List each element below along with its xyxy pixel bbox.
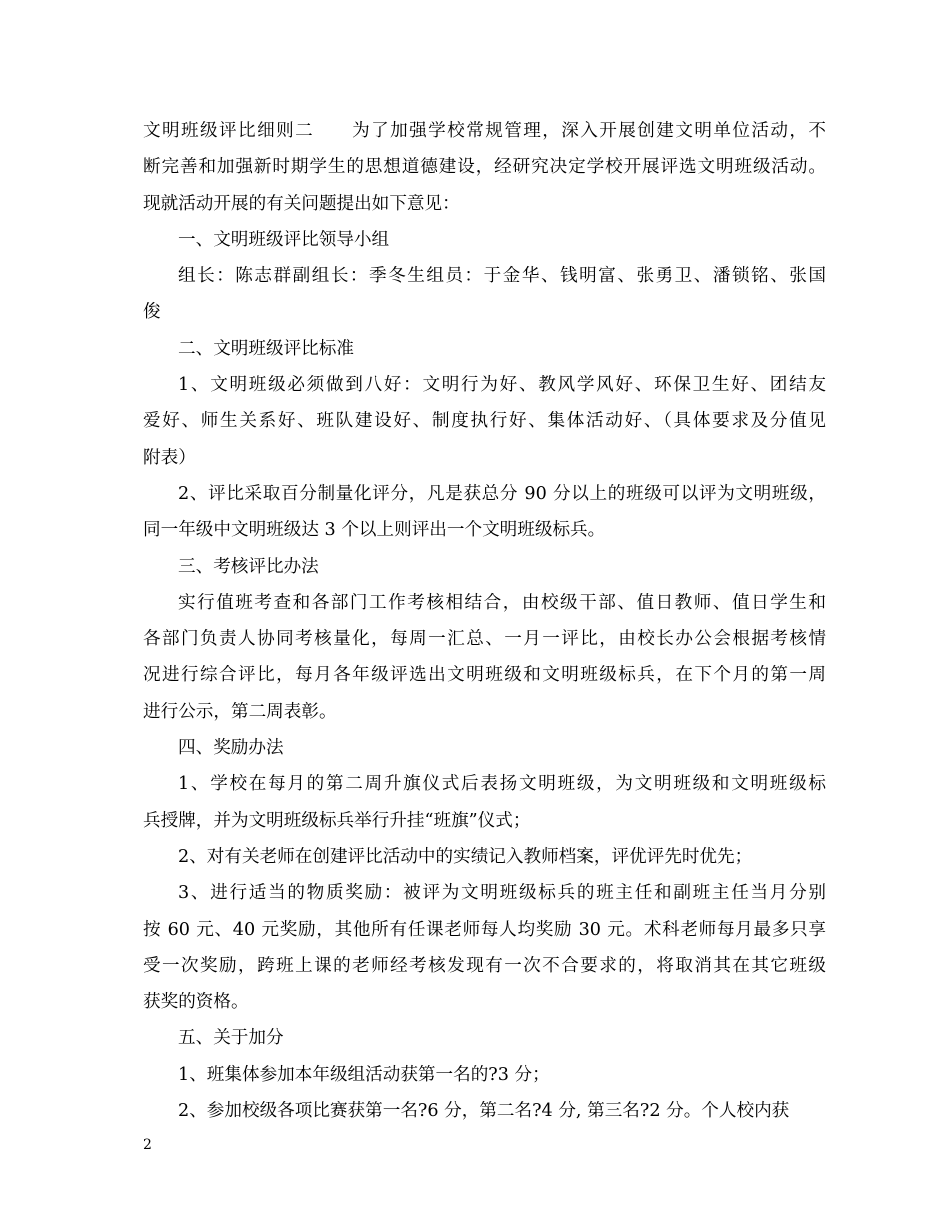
text-line: 2、参加校级各项比赛获第一名?6 分，第二名?4 分, 第三名?2 分。个人校内获 <box>178 1101 790 1122</box>
text-line: 按 60 元、40 元奖励，其他所有任课老师每人均奖励 30 元。术科老师每月最多只享 <box>143 919 826 940</box>
text-line: 进行公示，第二周表彰。 <box>143 701 337 722</box>
text-line: 断完善和加强新时期学生的思想道德建设，经研究决定学校开展评选文明班级活动。 <box>143 157 826 178</box>
text-line: 五、关于加分 <box>178 1028 284 1049</box>
text-line: 二、文明班级评比标准 <box>178 338 354 359</box>
document-body <box>143 113 826 1129</box>
text-line: 文明班级评比细则二 为了加强学校常规管理，深入开展创建文明单位活动，不 <box>143 121 826 141</box>
text-line: 组长：陈志群副组长：季冬生组员：于金华、钱明富、张勇卫、潘锁铭、张国 <box>178 266 826 287</box>
text-line: 俊 <box>143 302 161 323</box>
text-line: 兵授牌，并为文明班级标兵举行升挂“班旗”仪式； <box>143 810 531 831</box>
text-line: 2、评比采取百分制量化评分，凡是获总分 90 分以上的班级可以评为文明班级， <box>178 483 826 504</box>
text-line: 实行值班考查和各部门工作考核相结合，由校级干部、值日教师、值日学生和 <box>178 592 826 613</box>
text-line: 1、文明班级必须做到八好：文明行为好、教风学风好、环保卫生好、团结友 <box>178 375 826 396</box>
text-line: 1、学校在每月的第二周升旗仪式后表扬文明班级，为文明班级和文明班级标 <box>178 774 826 795</box>
text-line: 同一年级中文明班级达 3 个以上则评出一个文明班级标兵。 <box>143 520 606 541</box>
text-line: 受一次奖励，跨班上课的老师经考核发现有一次不合要求的，将取消其在其它班级 <box>143 955 826 976</box>
text-line: 现就活动开展的有关问题提出如下意见： <box>143 193 460 214</box>
text-line: 获奖的资格。 <box>143 992 249 1013</box>
text-line: 1、班集体参加本年级组活动获第一名的?3 分； <box>178 1064 550 1085</box>
text-line: 各部门负责人协同考核量化，每周一汇总、一月一评比，由校长办公会根据考核情 <box>143 629 826 650</box>
text-line: 四、奖励办法 <box>178 738 284 759</box>
text-line: 爱好、师生关系好、班队建设好、制度执行好、集体活动好、（具体要求及分值见 <box>143 411 826 432</box>
text-line: 3、进行适当的物质奖励：被评为文明班级标兵的班主任和副班主任当月分别 <box>178 883 826 904</box>
text-line: 2、对有关老师在创建评比活动中的实绩记入教师档案，评优评先时优先； <box>178 846 753 867</box>
text-line: 三、考核评比办法 <box>178 556 319 577</box>
page-number: 2 <box>143 1137 152 1153</box>
text-line: 一、文明班级评比领导小组 <box>178 229 390 250</box>
text-line: 况进行综合评比，每月各年级评选出文明班级和文明班级标兵，在下个月的第一周 <box>143 665 826 686</box>
text-line: 附表） <box>143 447 196 468</box>
